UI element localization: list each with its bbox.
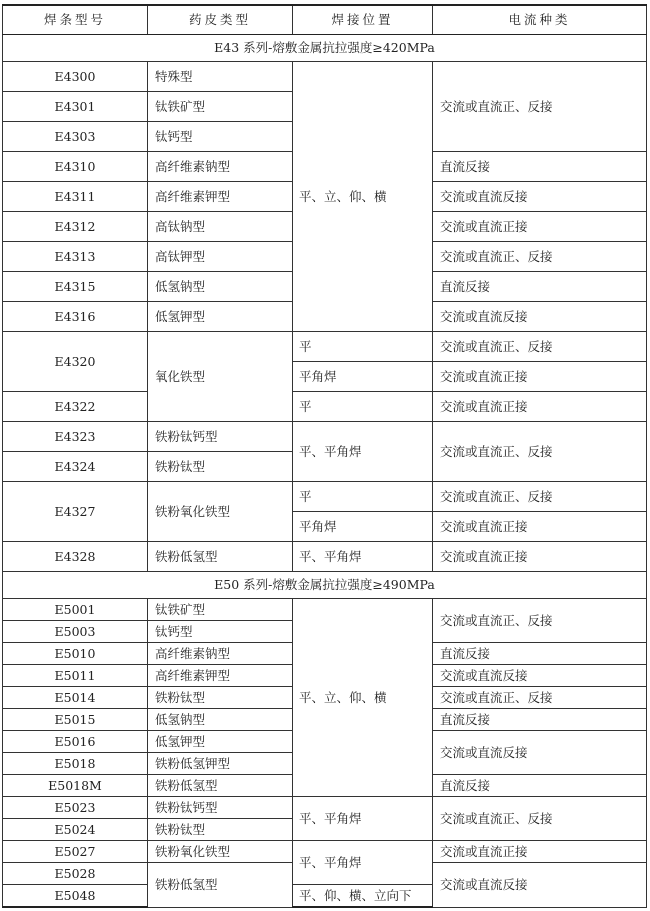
coating-cell: 铁粉钛钙型 — [148, 797, 293, 819]
current-cell: 交流或直流正、反接 — [433, 797, 647, 841]
coating-cell: 特殊型 — [148, 62, 293, 92]
coating-cell: 铁粉钛型 — [148, 819, 293, 841]
table-row — [3, 482, 647, 512]
table-row — [3, 62, 647, 92]
header-coating: 药皮类型 — [148, 5, 293, 35]
model-cell: E5024 — [3, 819, 148, 841]
model-cell: E4303 — [3, 122, 148, 152]
model-cell: E4301 — [3, 92, 148, 122]
coating-cell: 低氢钾型 — [148, 302, 293, 332]
coating-cell: 铁粉氧化铁型 — [148, 482, 293, 542]
current-cell: 交流或直流正接 — [433, 512, 647, 542]
coating-cell: 高纤维素钠型 — [148, 152, 293, 182]
position-cell: 平、立、仰、横 — [293, 599, 433, 797]
table-row — [3, 542, 647, 572]
model-cell: E5011 — [3, 665, 148, 687]
table-row — [3, 599, 647, 621]
coating-cell: 钛铁矿型 — [148, 599, 293, 621]
coating-cell: 高纤维素钠型 — [148, 643, 293, 665]
model-cell: E4300 — [3, 62, 148, 92]
coating-cell: 铁粉低氢型 — [148, 775, 293, 797]
current-cell: 直流反接 — [433, 152, 647, 182]
position-cell: 平 — [293, 332, 433, 362]
coating-cell: 氧化铁型 — [148, 332, 293, 422]
position-cell: 平角焊 — [293, 362, 433, 392]
current-cell: 交流或直流反接 — [433, 182, 647, 212]
position-cell: 平、平角焊 — [293, 841, 433, 885]
current-cell: 交流或直流反接 — [433, 731, 647, 775]
model-cell: E5001 — [3, 599, 148, 621]
model-cell: E4313 — [3, 242, 148, 272]
table-row — [3, 422, 647, 452]
model-cell: E4328 — [3, 542, 148, 572]
section-title-e43: E43 系列-熔敷金属抗拉强度≥420MPa — [3, 35, 647, 62]
coating-cell: 低氢钠型 — [148, 709, 293, 731]
current-cell: 直流反接 — [433, 775, 647, 797]
model-cell: E4311 — [3, 182, 148, 212]
current-cell: 交流或直流正接 — [433, 392, 647, 422]
section-row — [3, 35, 647, 62]
model-cell: E5048 — [3, 885, 148, 908]
current-cell: 直流反接 — [433, 709, 647, 731]
table-row — [3, 797, 647, 819]
coating-cell: 高纤维素钾型 — [148, 665, 293, 687]
model-cell: E4322 — [3, 392, 148, 422]
coating-cell: 低氢钾型 — [148, 731, 293, 753]
current-cell: 直流反接 — [433, 643, 647, 665]
position-cell: 平 — [293, 482, 433, 512]
current-cell: 交流或直流正、反接 — [433, 242, 647, 272]
model-cell: E4320 — [3, 332, 148, 392]
coating-cell: 高钛钾型 — [148, 242, 293, 272]
coating-cell: 钛钙型 — [148, 122, 293, 152]
model-cell: E4327 — [3, 482, 148, 542]
header-row — [3, 5, 647, 35]
header-model: 焊条型号 — [3, 5, 148, 35]
coating-cell: 高纤维素钾型 — [148, 182, 293, 212]
model-cell: E4315 — [3, 272, 148, 302]
current-cell: 交流或直流正、反接 — [433, 422, 647, 482]
coating-cell: 铁粉钛型 — [148, 687, 293, 709]
model-cell: E4316 — [3, 302, 148, 332]
current-cell: 交流或直流正接 — [433, 542, 647, 572]
table-row — [3, 392, 647, 422]
current-cell: 交流或直流正接 — [433, 841, 647, 863]
current-cell: 交流或直流正、反接 — [433, 332, 647, 362]
coating-cell: 钛钙型 — [148, 621, 293, 643]
position-cell: 平、平角焊 — [293, 797, 433, 841]
coating-cell: 铁粉低氢型 — [148, 542, 293, 572]
model-cell: E4324 — [3, 452, 148, 482]
electrode-spec-table — [2, 4, 647, 908]
current-cell: 交流或直流反接 — [433, 302, 647, 332]
model-cell: E5027 — [3, 841, 148, 863]
model-cell: E4310 — [3, 152, 148, 182]
coating-cell: 铁粉低氢钾型 — [148, 753, 293, 775]
coating-cell: 钛铁矿型 — [148, 92, 293, 122]
current-cell: 交流或直流正、反接 — [433, 599, 647, 643]
header-position: 焊接位置 — [293, 5, 433, 35]
model-cell: E5016 — [3, 731, 148, 753]
model-cell: E5014 — [3, 687, 148, 709]
model-cell: E5018 — [3, 753, 148, 775]
current-cell: 交流或直流正、反接 — [433, 482, 647, 512]
header-current: 电流种类 — [433, 5, 647, 35]
table-row — [3, 841, 647, 863]
model-cell: E5028 — [3, 863, 148, 885]
position-cell: 平角焊 — [293, 512, 433, 542]
model-cell: E5018M — [3, 775, 148, 797]
position-cell: 平、平角焊 — [293, 542, 433, 572]
coating-cell: 高钛钠型 — [148, 212, 293, 242]
current-cell: 交流或直流反接 — [433, 863, 647, 908]
model-cell: E5015 — [3, 709, 148, 731]
coating-cell: 铁粉氧化铁型 — [148, 841, 293, 863]
current-cell: 交流或直流正接 — [433, 212, 647, 242]
section-title-e50: E50 系列-熔敷金属抗拉强度≥490MPa — [3, 572, 647, 599]
model-cell: E5023 — [3, 797, 148, 819]
current-cell: 直流反接 — [433, 272, 647, 302]
section-row — [3, 572, 647, 599]
current-cell: 交流或直流正、反接 — [433, 687, 647, 709]
model-cell: E5003 — [3, 621, 148, 643]
model-cell: E5010 — [3, 643, 148, 665]
position-cell: 平、平角焊 — [293, 422, 433, 482]
model-cell: E4312 — [3, 212, 148, 242]
coating-cell: 铁粉钛钙型 — [148, 422, 293, 452]
position-cell: 平 — [293, 392, 433, 422]
current-cell: 交流或直流反接 — [433, 665, 647, 687]
current-cell: 交流或直流正、反接 — [433, 62, 647, 152]
coating-cell: 低氢钠型 — [148, 272, 293, 302]
current-cell: 交流或直流正接 — [433, 362, 647, 392]
position-cell: 平、立、仰、横 — [293, 62, 433, 332]
coating-cell: 铁粉低氢型 — [148, 863, 293, 908]
model-cell: E4323 — [3, 422, 148, 452]
table-row — [3, 332, 647, 362]
coating-cell: 铁粉钛型 — [148, 452, 293, 482]
position-cell: 平、仰、横、立向下 — [293, 885, 433, 908]
